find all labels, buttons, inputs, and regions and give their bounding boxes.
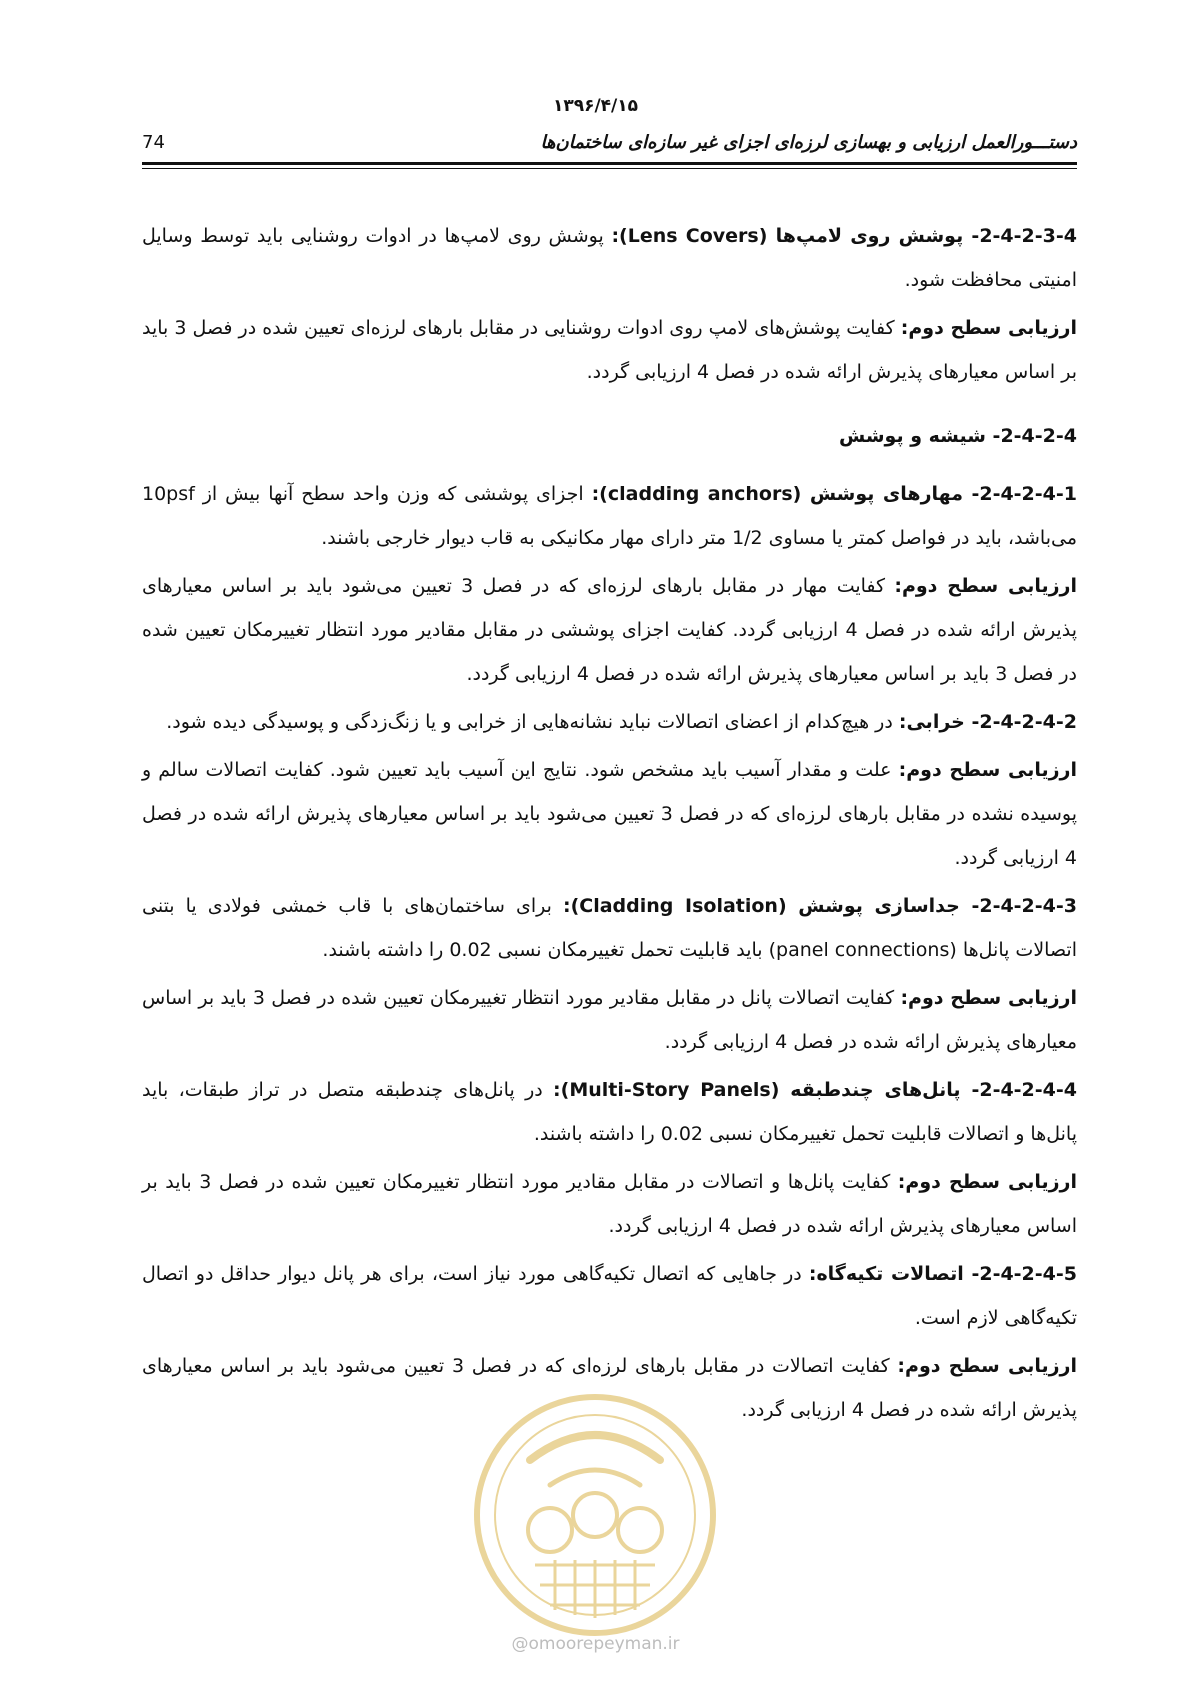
paragraph-text: کفایت پانل‌ها و اتصالات در مقابل مقادیر مورد انتظار تغییرمکان تعیین شده در فصل 3 باید بر اساس معیارهای پذیرش ارائه شده در فصل 4 ارزیابی گردد. xyxy=(142,1171,1077,1237)
paragraph-text: پوشش روی لامپ‌ها در ادوات روشنایی باید توسط وسایل امنیتی محافظت شود. xyxy=(142,225,1077,291)
paragraph-text: اجزای پوششی که وزن واحد سطح آنها بیش از 10psf می‌باشد، باید در فواصل کمتر یا مساوی 1/2 متر دارای مهار مکانیکی به قاب دیوار خارجی باشند. xyxy=(142,483,1077,549)
paragraph xyxy=(142,306,1077,394)
paragraph-lead: 2-4-2-4-5- اتصالات تکیه‌گاه: xyxy=(808,1263,1077,1285)
paragraph-text: برای ساختمان‌های با قاب خمشی فولادی یا بتنی اتصالات پانل‌ها (panel connections) باید قابلیت تحمل تغییرمکان نسبی 0.02 را داشته باشند. xyxy=(142,895,1077,961)
header-date: ۱۳۹۶/۴/۱۵ xyxy=(552,96,639,116)
paragraph xyxy=(142,214,1077,302)
paragraph-lead: ارزیابی سطح دوم: xyxy=(898,759,1078,781)
paragraph xyxy=(142,564,1077,696)
paragraph-lead: ارزیابی سطح دوم: xyxy=(897,1171,1077,1193)
document-title: دستـــورالعمل ارزیابی و بهسازی لرزه‌ای اجزای غیر سازه‌ای ساختمان‌ها xyxy=(540,132,1077,153)
paragraph-lead: 2-4-2-3-4- پوشش روی لامپ‌ها (Lens Covers): xyxy=(611,225,1077,247)
header-rule xyxy=(142,162,1077,165)
section-heading xyxy=(142,414,1077,458)
paragraph xyxy=(142,748,1077,880)
paragraph-text: در هیچ‌کدام از اعضای اتصالات نباید نشانه‌هایی از خرابی و یا زنگ‌زدگی و پوسیدگی دیده شود. xyxy=(166,711,899,733)
paragraph xyxy=(142,472,1077,560)
paragraph xyxy=(142,700,1077,744)
paragraph-text: کفایت اتصالات پانل در مقابل مقادیر مورد انتظار تغییرمکان تعیین شده در فصل 3 باید بر اساس معیارهای پذیرش ارائه شده در فصل 4 ارزیابی گردد. xyxy=(142,987,1077,1053)
paragraph xyxy=(142,884,1077,972)
paragraph xyxy=(142,1252,1077,1340)
paragraph-text: در پانل‌های چندطبقه متصل در تراز طبقات، باید پانل‌ها و اتصالات قابلیت تحمل تغییرمکان نسبی 0.02 را داشته باشند. xyxy=(142,1079,1077,1145)
paragraph-lead: 2-4-2-4-4- پانل‌های چندطبقه (Multi-Story Panels): xyxy=(553,1079,1077,1101)
paragraph-text: در جاهایی که اتصال تکیه‌گاهی مورد نیاز است، برای هر پانل دیوار حداقل دو اتصال تکیه‌گاهی لازم است. xyxy=(142,1263,1077,1329)
paragraph-text: کفایت پوشش‌های لامپ روی ادوات روشنایی در مقابل بارهای لرزه‌ای تعیین شده در فصل 3 باید بر اساس معیارهای پذیرش ارائه شده در فصل 4 ارزیابی گردد. xyxy=(142,317,1077,383)
paragraph-lead: ارزیابی سطح دوم: xyxy=(897,1355,1078,1377)
paragraph-lead: ارزیابی سطح دوم: xyxy=(900,987,1077,1009)
paragraph xyxy=(142,976,1077,1064)
paragraph xyxy=(142,1068,1077,1156)
paragraph-text: کفایت مهار در مقابل بارهای لرزه‌ای که در فصل 3 تعیین می‌شود باید بر اساس معیارهای پذیرش ارائه شده در فصل 4 ارزیابی گردد. کفایت اجزای پوششی در مقابل مقادیر مورد انتظار تغییرمکان تعیین شده در فصل 3 باید بر اساس معیارهای پذیرش ارائه شده در فصل 4 ارزیابی گردد. xyxy=(142,575,1077,685)
watermark-text: @omoorepeyman.ir xyxy=(511,1634,680,1654)
paragraph-lead: 2-4-2-4-2- خرابی: xyxy=(898,711,1077,733)
document-body xyxy=(142,214,1077,1436)
paragraph-lead: 2-4-2-4-1- مهارهای پوشش (cladding anchors): xyxy=(591,483,1077,505)
paragraph-lead: ارزیابی سطح دوم: xyxy=(894,575,1077,597)
paragraph-text: کفایت اتصالات در مقابل بارهای لرزه‌ای که در فصل 3 تعیین می‌شود باید بر اساس معیارهای پذیرش ارائه شده در فصل 4 ارزیابی گردد. xyxy=(142,1355,1077,1421)
paragraph-lead: 2-4-2-4-3- جداسازی پوشش (Cladding Isolation): xyxy=(562,895,1077,917)
paragraph-text: علت و مقدار آسیب باید مشخص شود. نتایج این آسیب باید تعیین شود. کفایت اتصالات سالم و پوسیده نشده در مقابل بارهای لرزه‌ای که در فصل 3 تعیین می‌شود باید بر اساس معیارهای پذیرش ارائه شده در فصل 4 ارزیابی گردد. xyxy=(142,759,1077,869)
paragraph-lead: 2-4-2-4- شیشه و پوشش xyxy=(839,425,1077,447)
paragraph xyxy=(142,1160,1077,1248)
paragraph-lead: ارزیابی سطح دوم: xyxy=(900,317,1077,339)
page-header xyxy=(142,128,1077,158)
header-rule-thin xyxy=(142,168,1077,169)
seal-watermark-icon xyxy=(470,1390,720,1640)
page-number: 74 xyxy=(142,132,165,153)
